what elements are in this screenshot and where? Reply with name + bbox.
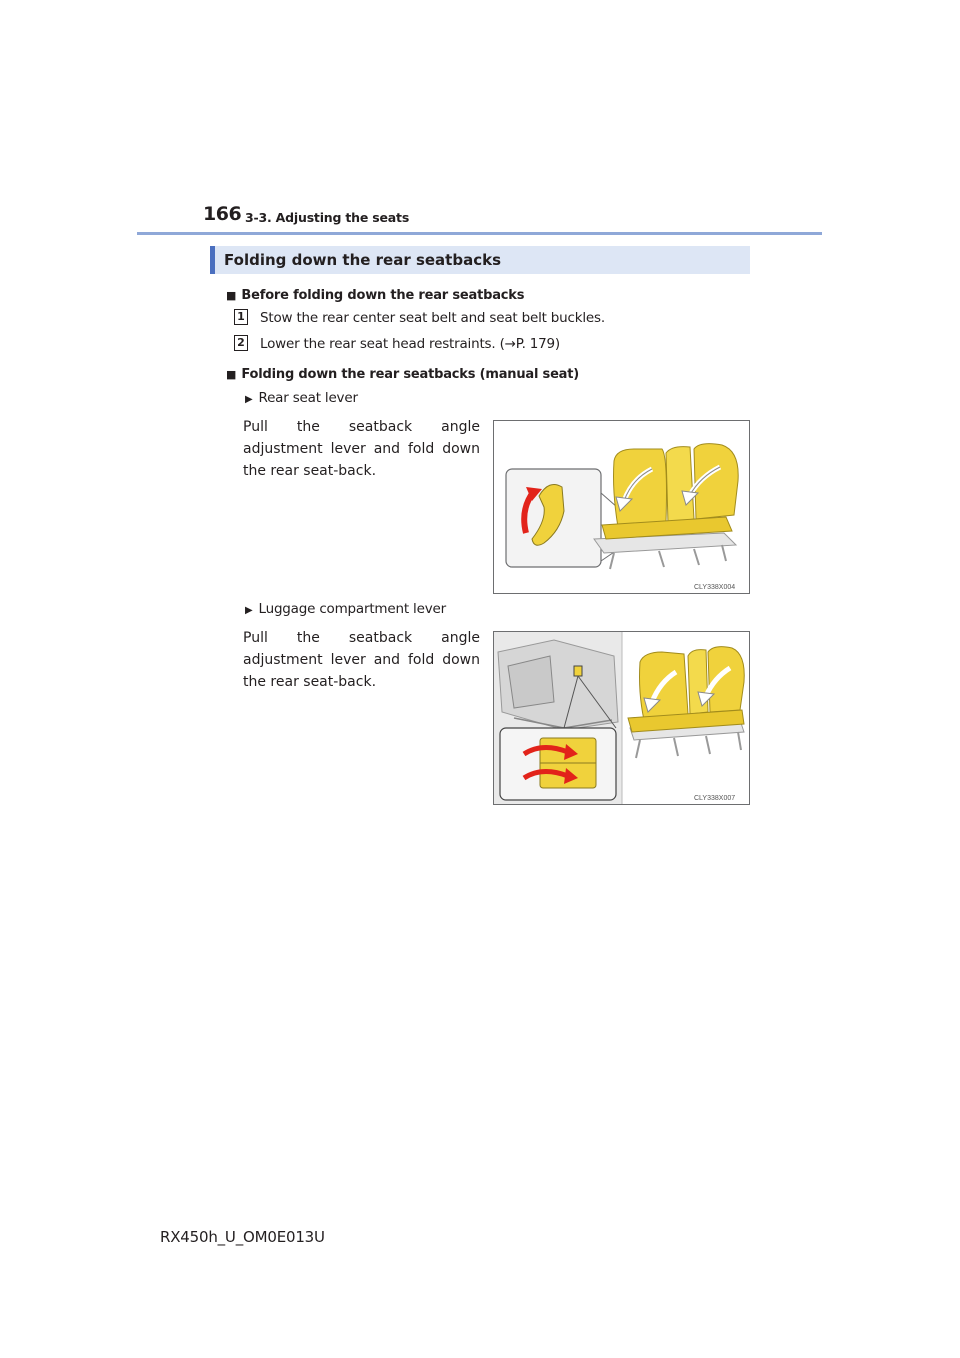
luggage-lever-instruction: Pull the seatback angle adjustment lever and fold down the rear seat-back. xyxy=(243,630,480,690)
section-title-bar xyxy=(210,246,750,274)
figure-code: CLY338X004 xyxy=(694,584,736,591)
rear-seat-lever-illustration xyxy=(493,420,750,594)
manual-heading: Folding down the rear seatbacks (manual seat) xyxy=(241,367,580,382)
luggage-lever-label-row xyxy=(245,601,446,617)
square-bullet-icon: ■ xyxy=(226,289,237,302)
luggage-compartment-lever-illustration xyxy=(493,631,750,805)
square-bullet-icon: ■ xyxy=(226,368,237,381)
seatback-center xyxy=(666,447,694,523)
seat-leg xyxy=(694,549,699,565)
seatback-left xyxy=(614,449,667,527)
figure-code: CLY338X007 xyxy=(694,795,736,802)
step-text-1: Stow the rear center seat belt and seat belt buckles. xyxy=(260,310,605,326)
page-number: 166 xyxy=(203,203,242,225)
seat-leg xyxy=(674,738,678,756)
section-heading: 3-3. Adjusting the seats xyxy=(245,210,410,225)
seat-leg xyxy=(636,740,640,758)
document-code-footer: RX450h_U_OM0E013U xyxy=(160,1228,325,1246)
step-text-2: Lower the rear seat head restraints. (→P. 179) xyxy=(260,336,561,352)
luggage-lever-label: Luggage compartment lever xyxy=(258,601,446,617)
header-rule xyxy=(137,232,822,235)
triangle-bullet-icon: ▶ xyxy=(245,605,253,616)
seat-leg xyxy=(706,736,710,754)
triangle-bullet-icon: ▶ xyxy=(245,394,253,405)
manual-heading-row xyxy=(226,363,579,382)
step-number-2: 2 xyxy=(234,335,248,351)
rear-lever-label-row xyxy=(245,390,358,406)
section-title: Folding down the rear seatbacks xyxy=(224,251,502,269)
step-number-1: 1 xyxy=(234,309,248,325)
seat-leg xyxy=(659,551,664,567)
before-heading: Before folding down the rear seatbacks xyxy=(241,288,525,303)
seat-leg xyxy=(722,545,726,561)
rear-lever-instruction: Pull the seatback angle adjustment lever and fold down the rear seat-back. xyxy=(243,419,480,479)
seatback-center xyxy=(688,650,708,714)
seat-leg xyxy=(610,553,614,569)
lever-location-marker xyxy=(574,666,582,676)
seat-leg xyxy=(738,732,741,750)
rear-lever-label: Rear seat lever xyxy=(258,390,358,406)
before-heading-row xyxy=(226,284,524,303)
